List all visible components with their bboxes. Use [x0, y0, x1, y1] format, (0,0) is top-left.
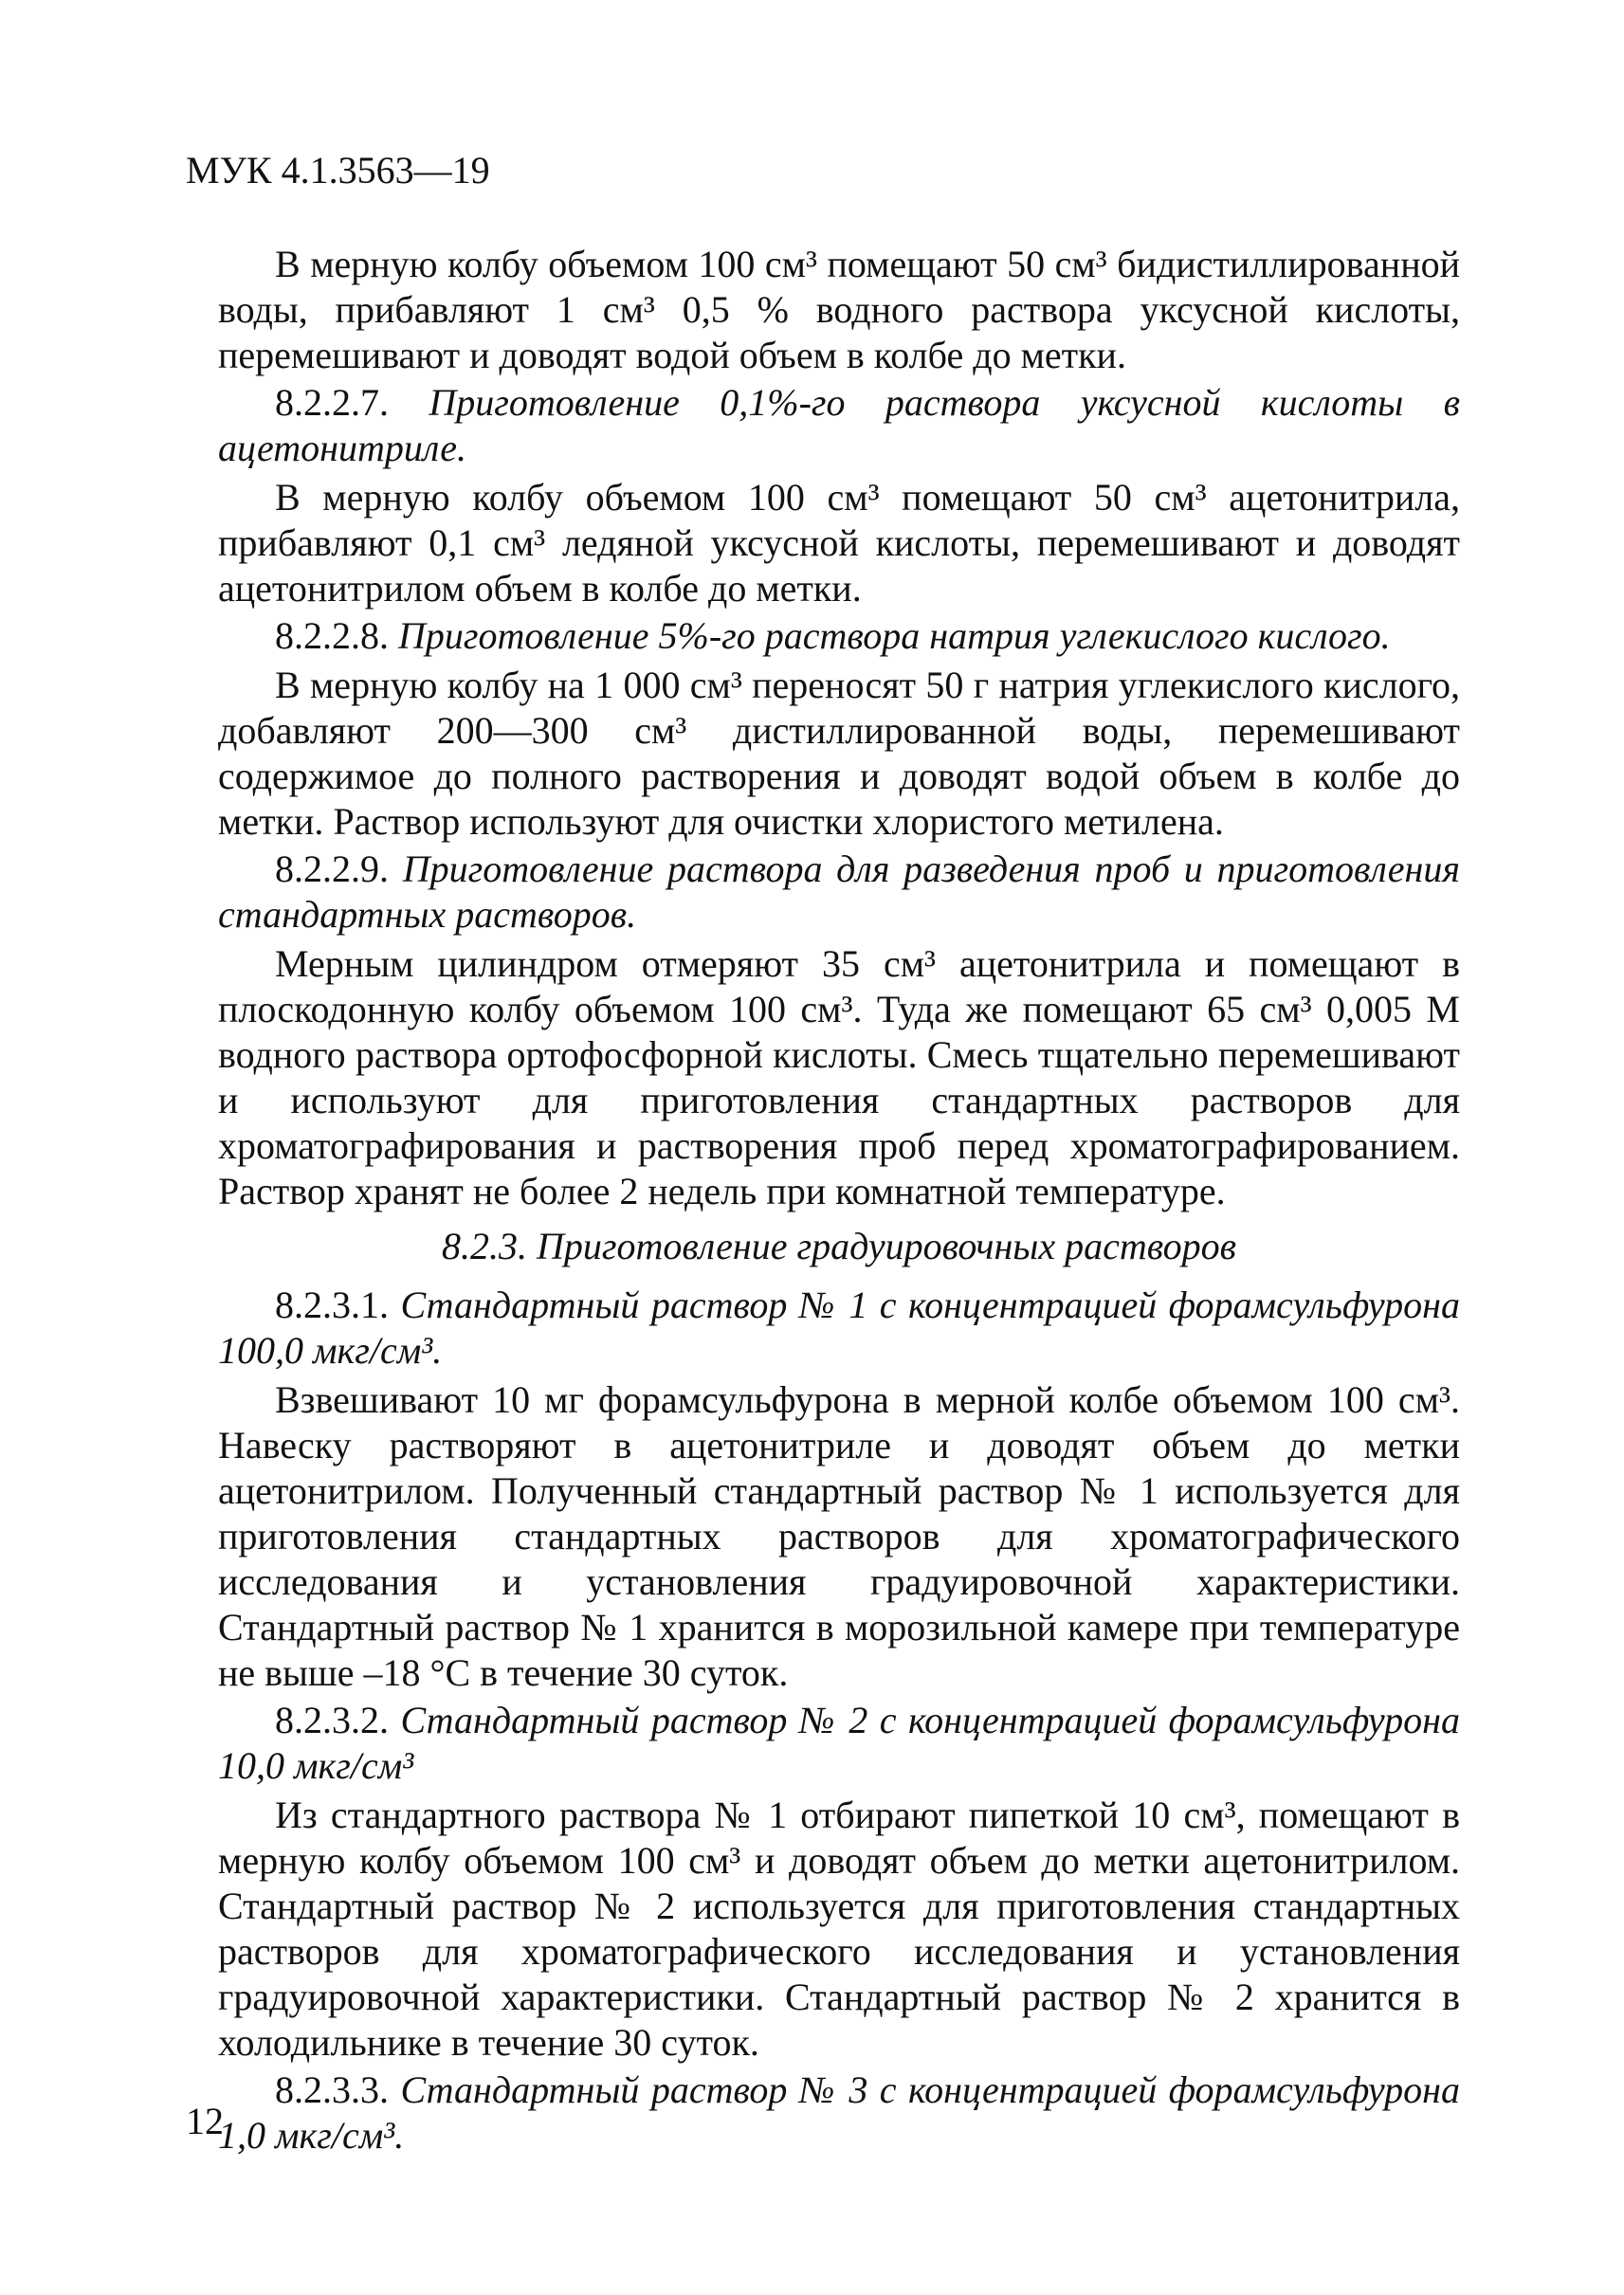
subsection-title-text: Стандартный раствор № 2 с концентрацией форамсульфурона 10,0 мкг/см³ [218, 1699, 1461, 1787]
subsection-number: 8.2.3.2. [275, 1699, 389, 1741]
subsection-number: 8.2.3.3. [275, 2068, 389, 2111]
paragraph: Мерным цилиндром отмеряют 35 см³ ацетонитрила и помещают в плоскодонную колбу объемом 100 см³. Туда же помещают 65 см³ 0,005 М водного раствора ортофосфорной кислоты. Смесь тщательно перемешивают и используют для приготовления стандартных растворов для хроматографирования и растворения проб перед хроматографированием. Раствор хранят не более 2 недель при комнатной температуре. [218, 942, 1460, 1212]
subsection-title-text: Стандартный раствор № 1 с концентрацией форамсульфурона 100,0 мкг/см³. [218, 1284, 1461, 1372]
subsection-title [218, 613, 1460, 659]
subsection-title-text: Приготовление 0,1%-го раствора уксусной кислоты в ацетонитриле. [218, 381, 1460, 469]
subsection-title-text: Приготовление раствора для разведения проб и приготовления стандартных растворов. [218, 847, 1460, 936]
subsection-number: 8.2.2.9. [275, 847, 389, 890]
subsection-number: 8.2.2.7. [275, 381, 389, 424]
subsection-title [218, 1698, 1460, 1789]
subsection-number: 8.2.3.1. [275, 1284, 389, 1326]
subsection-title [218, 380, 1460, 471]
subsection-title [218, 2067, 1460, 2158]
paragraph: Из стандартного раствора № 1 отбирают пипеткой 10 см³, помещают в мерную колбу объемом 100 см³ и доводят объем до метки ацетонитрилом. Стандартный раствор № 2 используется для приготовления стандартных растворов для хроматографического исследования и установления градуировочной характеристики. Стандартный раствор № 2 хранится в холодильнике в течение 30 суток. [218, 1794, 1460, 2064]
subsection-number: 8.2.2.8. [275, 614, 389, 657]
subsection-title [218, 1283, 1460, 1374]
paragraph: Взвешивают 10 мг форамсульфурона в мерной колбе объемом 100 см³. Навеску растворяют в ацетонитриле и доводят объем до метки ацетонитрилом. Полученный стандартный раствор № 1 используется для приготовления стандартных растворов для хроматографического исследования и установления градуировочной характеристики. Стандартный раствор № 1 хранится в морозильной камере при температуре не выше –18 °С в течение 30 суток. [218, 1378, 1460, 1694]
paragraph: В мерную колбу на 1 000 см³ переносят 50 г натрия углекислого кислого, добавляют 200—300 см³ дистиллированной воды, перемешивают содержимое до полного растворения и доводят водой объем в колбе до метки. Раствор используют для очистки хлористого метилена. [218, 664, 1460, 843]
subsection-title [218, 847, 1460, 938]
page-number: 12 [186, 2100, 224, 2142]
subsection-title-text: Приготовление 5%-го раствора натрия углекислого кислого. [398, 614, 1391, 657]
paragraph: В мерную колбу объемом 100 см³ помещают 50 см³ бидистиллированной воды, прибавляют 1 см³ 0,5 % водного раствора уксусной кислоты, перемешивают и доводят водой объем в колбе до метки. [218, 243, 1460, 376]
section-heading: 8.2.3. Приготовление градуировочных растворов [441, 1225, 1236, 1267]
subsection-title-text: Стандартный раствор № 3 с концентрацией форамсульфурона 1,0 мкг/см³. [218, 2068, 1461, 2157]
document-code-header: МУК 4.1.3563—19 [186, 149, 490, 191]
paragraph: В мерную колбу объемом 100 см³ помещают 50 см³ ацетонитрила, прибавляют 0,1 см³ ледяной уксусной кислоты, перемешивают и доводят ацетонитрилом объем в колбе до метки. [218, 476, 1460, 610]
document-body [218, 242, 1460, 2162]
